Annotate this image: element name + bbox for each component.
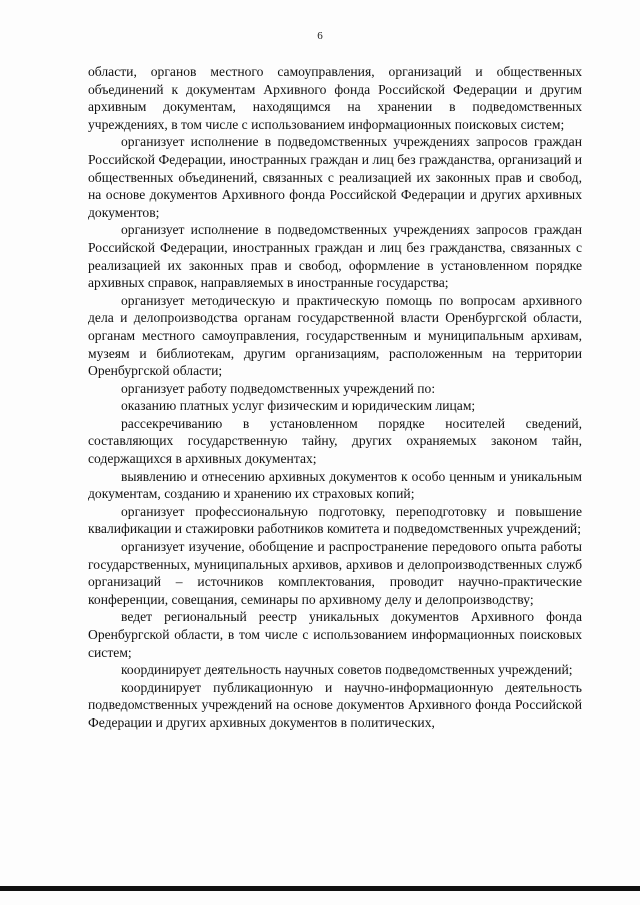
paragraph: организует исполнение в подведомственных учреждениях запросов граждан Российской Федерации, иностранных граждан и лиц без гражданства, связанных с реализацией их законных прав и свобод, оформление в установленном порядке архивных справок, направляемых в иностранные государства; (88, 222, 582, 291)
paragraph: организует исполнение в подведомственных учреждениях запросов граждан Российской Федерации, иностранных граждан и лиц без гражданства, организаций и общественных объединений, связанных с реализацией их законных прав и свобод, на основе документов Архивного фонда Российской Федерации и других архивных документов; (88, 134, 582, 220)
paragraph: области, органов местного самоуправления, организаций и общественных объединений к документам Архивного фонда Российской Федерации и другим архивным документам, находящимся на хранении в подведомственных учреждениях, в том числе с использованием информационных поисковых систем; (88, 64, 582, 132)
paragraph: организует работу подведомственных учреждений по: (121, 380, 436, 396)
paragraph: организует методическую и практическую помощь по вопросам архивного дела и делопроизводства органам государственной власти Оренбургской области, органам местного самоуправления, государственным и муниципальным архивам, музеям и библиотекам, другим организациям, расположенным на территории Оренбургской области; (88, 292, 582, 379)
document-body (88, 63, 582, 732)
page-number: 6 (317, 30, 323, 42)
paragraph: координирует деятельность научных советов подведомственных учреждений; (121, 662, 573, 678)
paragraph: ведет региональный реестр уникальных документов Архивного фонда Оренбургской области, в том числе с использованием информационных поисковых систем; (88, 609, 582, 660)
paragraph: оказанию платных услуг физическим и юридическим лицам; (121, 398, 476, 414)
bottom-border-line (0, 886, 640, 891)
paragraph: координирует публикационную и научно-информационную деятельность подведомственных учреждений на основе документов Архивного фонда Российской Федерации и других архивных документов в политических, (88, 679, 582, 730)
paragraph: рассекречиванию в установленном порядке носителей сведений, составляющих государственную тайну, других охраняемых законом тайн, содержащихся в архивных документах; (88, 415, 582, 467)
paragraph: организует изучение, обобщение и распространение передового опыта работы государственных, муниципальных архивов, архивов и делопроизводственных служб организаций – источников комплектования, проводит научно-практические конференции, совещания, семинары по архивному делу и делопроизводству; (88, 539, 582, 607)
paragraph: выявлению и отнесению архивных документов к особо ценным и уникальным документам, созданию и хранению их страховых копий; (88, 468, 582, 502)
paragraph: организует профессиональную подготовку, переподготовку и повышение квалификации и стажировки работников комитета и подведомственных учреждений; (88, 503, 582, 537)
